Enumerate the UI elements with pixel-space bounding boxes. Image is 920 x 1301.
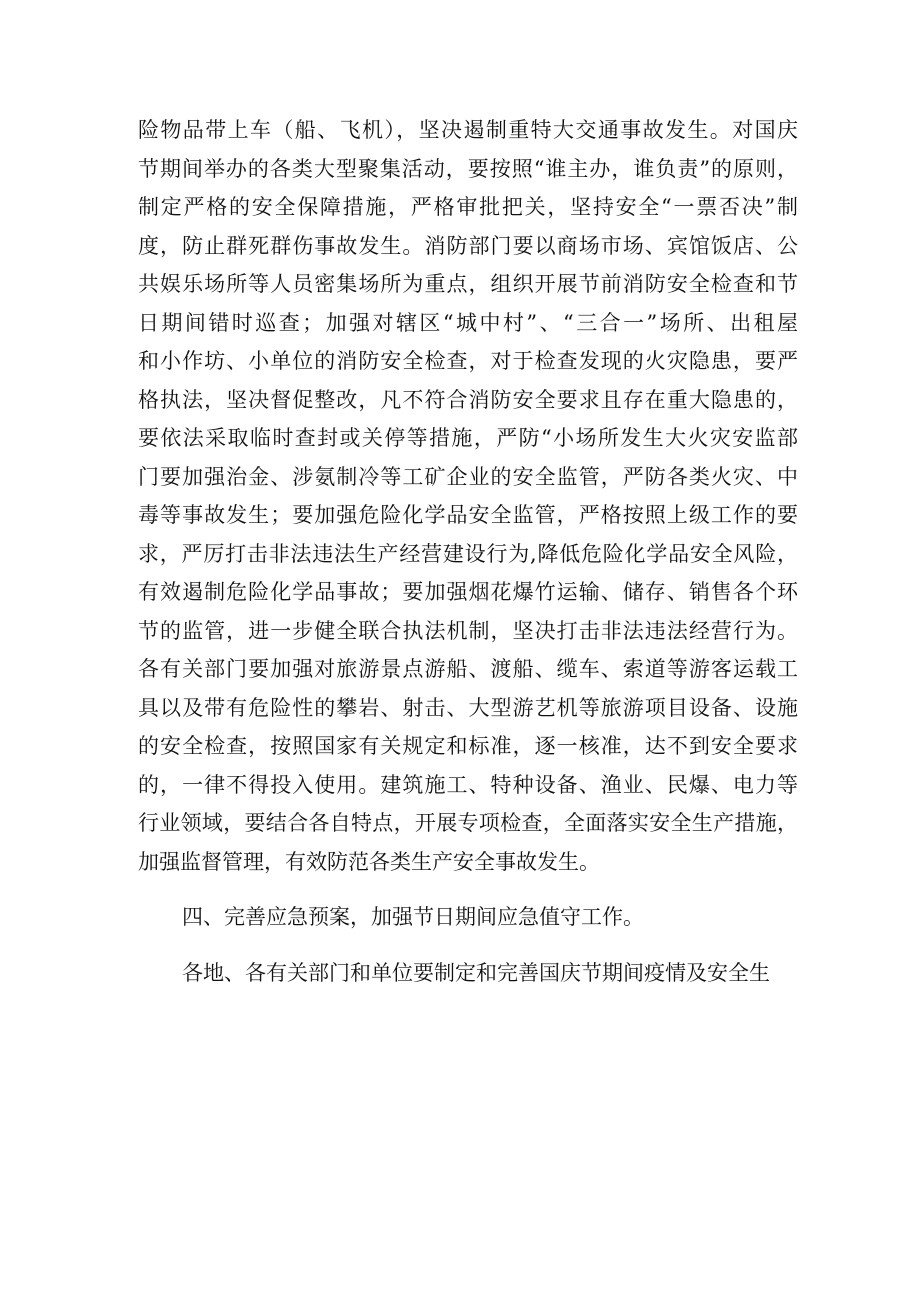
- text-line: 节的监管，进一步健全联合执法机制，坚决打击非法违法经营行为。: [138, 618, 798, 643]
- text-line: 的安全检查，按照国家有关规定和标准，逐一核准，达不到安全要求: [138, 734, 798, 758]
- paragraph-gap: [138, 881, 798, 898]
- text-line: 格执法，坚决督促整改，凡不符合消防安全要求且存在重大隐患的，: [138, 387, 798, 412]
- text-line: 制定严格的安全保障措施，严格审批把关，坚持安全“一票否决”制: [138, 195, 798, 219]
- text-line: 有效遏制危险化学品事故；要加强烟花爆竹运输、储存、销售各个环: [138, 580, 798, 604]
- text-line: 加强监督管理，有效防范各类生产安全事故发生。: [138, 849, 600, 874]
- text-line: 要依法采取临时查封或关停等措施，严防“小场所发生大火灾安监部: [138, 426, 798, 450]
- text-line: 门要加强治金、涉氨制冷等工矿企业的安全监管，严防各类火灾、中: [138, 464, 798, 489]
- paragraph: [138, 111, 798, 881]
- text-line: 的，一律不得投入使用。建筑施工、特种设备、渔业、民爆、电力等: [138, 772, 798, 797]
- text-line: 节期间举办的各类大型聚集活动，要按照“谁主办，谁负责”的原则，: [138, 156, 798, 181]
- paragraph-gap: [138, 937, 798, 954]
- text-line: 行业领域，要结合各自特点，开展专项检查，全面落实安全生产措施，: [138, 811, 798, 835]
- text-line: 险物品带上车（船、飞机），坚决遏制重特大交通事故发生。对国庆: [138, 118, 798, 142]
- paragraph-first-line: 各地、各有关部门和单位要制定和完善国庆节期间疫情及安全生: [182, 960, 770, 985]
- text-line: 求，严厉打击非法违法生产经营建设行为,降低危险化学品安全风险，: [138, 541, 798, 566]
- text-line: 各有关部门要加强对旅游景点游船、渡船、缆车、索道等游客运载工: [138, 657, 798, 681]
- text-line: 具以及带有危险性的攀岩、射击、大型游艺机等旅游项目设备、设施: [138, 695, 798, 720]
- text-line: 度，防止群死群伤事故发生。消防部门要以商场市场、宾馆饭店、公: [138, 233, 798, 258]
- text-line: 毒等事故发生；要加强危险化学品安全监管，严格按照上级工作的要: [138, 503, 798, 527]
- document-body: [138, 111, 798, 992]
- text-line: 和小作坊、小单位的消防安全检查，对于检查发现的火灾隐患，要严: [138, 349, 798, 373]
- text-line: 日期间错时巡查；加强对辖区“城中村”、“三合一”场所、出租屋: [138, 310, 798, 335]
- text-line: 共娱乐场所等人员密集场所为重点，组织开展节前消防安全检查和节: [138, 272, 798, 296]
- section-heading: 四、完善应急预案，加强节日期间应急值守工作。: [182, 905, 644, 929]
